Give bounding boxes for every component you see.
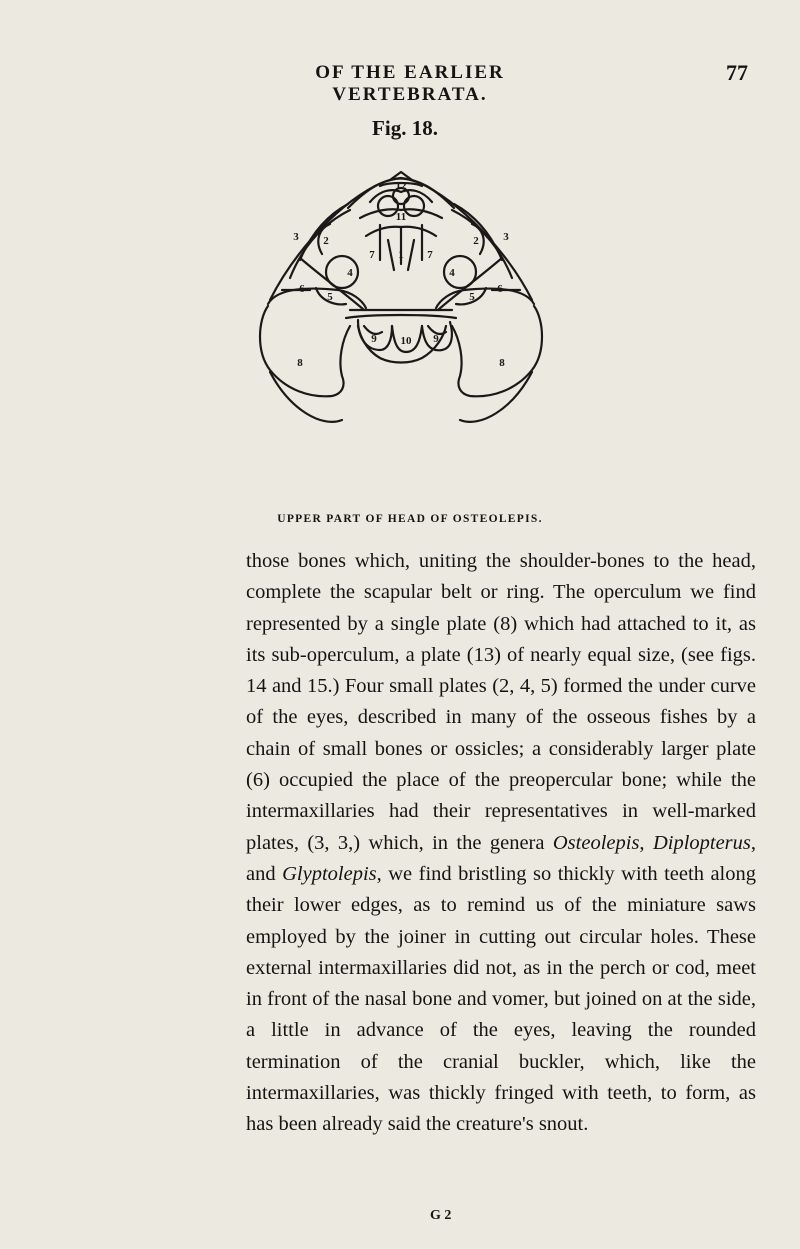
plate-number-1: 1 — [398, 249, 404, 261]
plate-number-8-left: 8 — [297, 357, 303, 369]
genus-name-diplopterus: Diplopterus — [652, 831, 751, 854]
plate-number-3-left: 3 — [293, 231, 299, 243]
plate-number-5-right: 5 — [469, 291, 475, 303]
plate-number-6-left: 6 — [299, 283, 305, 295]
plate-number-10: 10 — [400, 335, 412, 347]
separator-2: , and — [246, 831, 757, 885]
plate-number-8-right: 8 — [499, 357, 505, 369]
genus-name-osteolepis: Osteolepis — [552, 831, 640, 854]
signature-mark: G 2 — [430, 1208, 452, 1223]
plate-number-9-left: 9 — [371, 333, 377, 345]
genus-name-glyptolepis: Glyptolepis — [282, 862, 377, 885]
plate-number-7-left: 7 — [369, 249, 375, 261]
page-number: 77 — [726, 60, 748, 85]
plate-number-6-right: 6 — [497, 283, 503, 295]
plate-number-2-right: 2 — [473, 235, 479, 247]
plate-number-7-right: 7 — [427, 249, 433, 261]
figure-caption: UPPER PART OF HEAD OF OSTEOLEPIS. — [277, 513, 543, 525]
plate-number-2-left: 2 — [323, 235, 329, 247]
body-text-part-2: , we find bristling so thickly with teeth along their lower edges, as to remind us of the miniature saws employed by the joiner in cutting out circular holes. These external intermaxillaries did not, as in the perch or cod, meet in front of the nasal bone and vomer, but joined on at the side, a little in advance of the eyes, leaving the rounded termination of the cranial buckler, which, like the intermaxillaries, was thickly fringed with teeth, to form, as has been already said the creature's snout. — [246, 862, 756, 1136]
plate-number-5-left: 5 — [327, 291, 333, 303]
body-paragraph — [246, 546, 756, 1141]
separator-1: , — [639, 831, 653, 854]
plate-number-9-right: 9 — [433, 333, 439, 345]
osteolepis-head-figure — [230, 140, 570, 500]
body-text-part-1: those bones which, uniting the shoulder-bones to the head, complete the scapular belt or ring. The operculum we find represented by a single plate (8) which had attached to it, as its sub-operculum, a plate (13) of nearly equal size, (see figs. 14 and 15.) Four small plates (2, 4, 5) formed the under curve of the eyes, described in many of the osseous fishes by a chain of small bones or ossicles; a considerably larger plate (6) occupied the place of the preopercular bone; while the intermaxillaries had their representatives in well-marked plates, (3, 3,) which, in the genera — [246, 550, 756, 854]
plate-number-3-right: 3 — [503, 231, 509, 243]
plate-number-4-left: 4 — [347, 267, 353, 279]
plate-number-12: 12 — [395, 180, 407, 192]
figure-label: Fig. 18. — [372, 116, 438, 140]
running-head: OF THE EARLIER VERTEBRATA. — [315, 62, 505, 105]
plate-number-4-right: 4 — [449, 267, 455, 279]
plate-number-11: 11 — [395, 211, 407, 223]
